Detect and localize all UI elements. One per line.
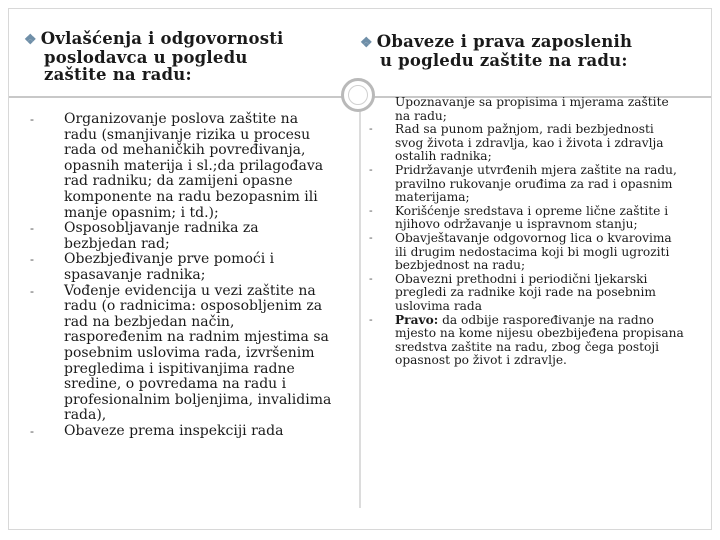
dash-marker: - <box>369 313 373 326</box>
dash-marker: - <box>30 221 34 236</box>
dash-marker: - <box>369 204 373 217</box>
list-item: - Obezbjeđivanje prve pomoći i spasavanje radnika; <box>30 251 275 283</box>
left-title-line-1: Ovlašćenja i odgovornosti <box>40 29 284 48</box>
left-column-title <box>24 29 344 84</box>
list-item: Upoznavanje sa propisima i mjerama zaštite na radu; <box>395 95 669 123</box>
list-item: - Rad sa punom pažnjom, radi bezbjednosti svog života i zdravlja, kao i života i zdravlja ostalih radnika; <box>369 122 664 164</box>
list-item: - Obavezni prethodni i periodični ljekarski pregledi za radnike koji rade na posebnim uslovima rada <box>369 271 656 313</box>
list-item: - Vođenje evidencija u vezi zaštite na radu (o radnicima: osposobljenim za rad na bezbjedan način, raspoređenim na radnim mjestima sa posebnim uslovima rada, izvršenim pregledima i ispitivanjima radne sredine, o povredama na radu i profesionalnim boljenjima, invalidima rada), <box>30 282 332 424</box>
list-item: - Osposobljavanje radnika za bezbjedan rad; <box>30 220 259 252</box>
list-item: - Organizovanje poslova zaštite na radu (smanjivanje rizika u procesu rada od mehaničkih povređivanja, opasnih materija i sl.;da prilagođava rad radniku; da zamijeni opasne komponente na radu bezopasnim ili manje opasnim; i td.); <box>30 111 324 221</box>
list-item: - Obaveze prema inspekciji rada <box>30 422 284 439</box>
right-column-title <box>360 32 700 70</box>
pravo-text: da odbije raspoređivanje na radno mjesto na kome nijesu obezbijeđena propisana sredstva zaštite na radu, zbog čega postoji opasnost po život i zdravlje. <box>395 312 684 368</box>
left-title-line-3: zaštite na radu: <box>44 65 192 84</box>
left-item-list <box>30 111 334 439</box>
right-title-line-2: u pogledu zaštite na radu: <box>380 51 628 70</box>
dash-marker: - <box>369 231 373 244</box>
dash-marker: - <box>30 423 34 438</box>
right-title-line-1: Obaveze i prava zaposlenih <box>376 32 633 51</box>
column-divider <box>359 98 361 508</box>
title-bullet-icon: ❖ <box>360 35 373 51</box>
list-item: - Obavještavanje odgovornog lica o kvarovima ili drugim nedostacima koji bi mogli ugroziti bezbjednost na radu; <box>369 230 672 273</box>
pravo-label: Pravo: <box>395 312 439 327</box>
dash-marker: - <box>30 112 34 126</box>
list-item <box>369 312 685 368</box>
center-circle-ornament <box>341 78 375 112</box>
dash-marker: - <box>369 123 373 136</box>
title-bullet-icon: ❖ <box>24 32 37 48</box>
left-title-line-2: poslodavca u pogledu <box>44 48 248 67</box>
right-item-list <box>369 95 685 368</box>
dash-marker: - <box>369 163 373 176</box>
list-item: - Pridržavanje utvrđenih mjera zaštite na radu, pravilno rukovanje oruđima za rad i opasnim materijama; <box>369 162 677 205</box>
dash-marker: - <box>30 252 34 267</box>
dash-marker: - <box>369 272 373 285</box>
list-item: - Korišćenje sredstava i opreme lične zaštite i njihovo održavanje u ispravnom stanju; <box>369 203 669 232</box>
dash-marker: - <box>30 283 34 298</box>
